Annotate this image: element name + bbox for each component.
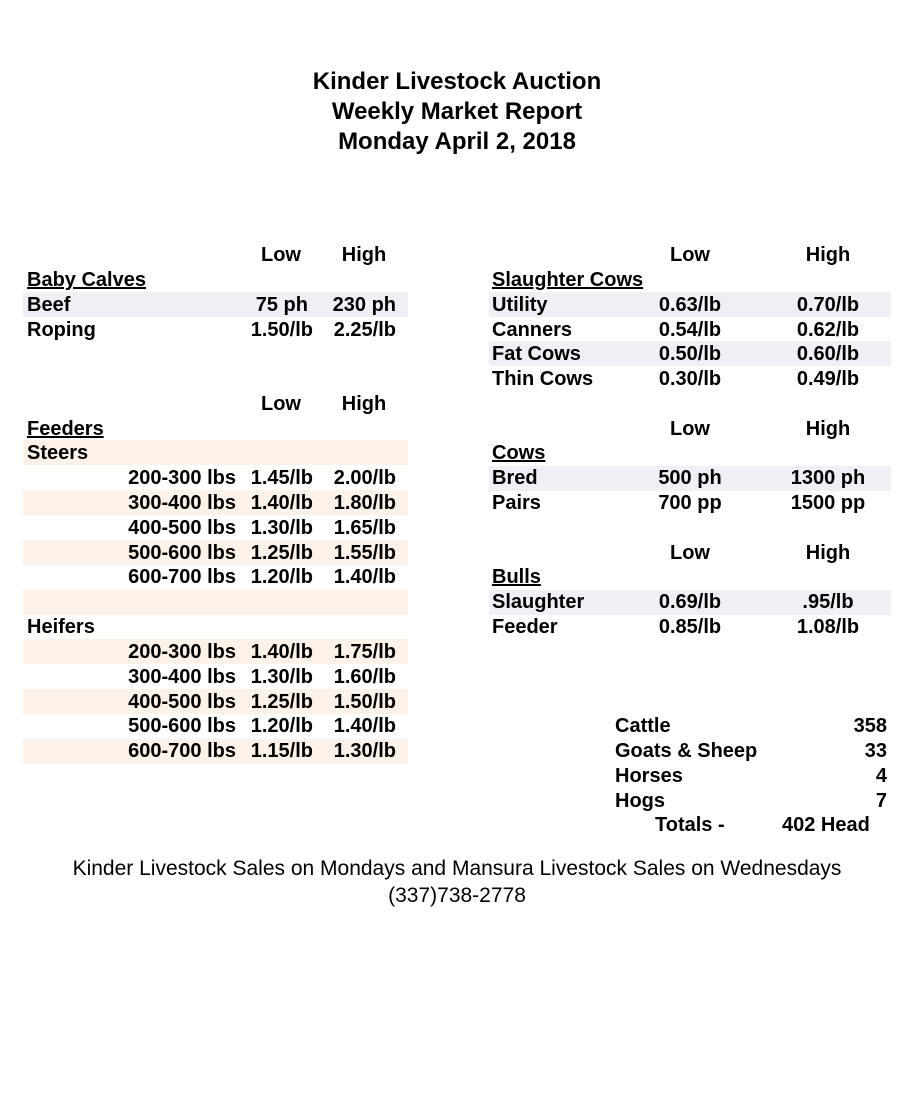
footer-sales-days: Kinder Livestock Sales on Mondays and Mansura Livestock Sales on Wednesdays [72,857,842,880]
low-value: 0.50/lb [658,343,722,365]
high-value: 1.40/lb [333,566,396,588]
low-value: 1.15/lb [250,740,313,762]
high-value: 1.75/lb [333,641,396,663]
row-label: Roping [27,319,96,341]
row-label: Bred [492,467,538,489]
high-value: 1.60/lb [333,666,396,688]
high-value: 1.65/lb [333,517,396,539]
weight-class: 200-300 lbs [128,641,236,663]
section-title: Cows [492,442,546,464]
high-value: 0.49/lb [796,368,860,390]
low-value: 1.20/lb [250,566,313,588]
weight-class: 500-600 lbs [128,715,236,737]
high-header: High [805,542,851,564]
high-value: 1300 ph [790,467,866,489]
row-label: Fat Cows [492,343,581,365]
receipt-value: 33 [864,740,887,762]
low-value: 1.25/lb [250,542,313,564]
high-value: 1.80/lb [333,492,396,514]
footer-phone: (337)738-2778 [388,884,526,907]
high-value: 1500 pp [790,492,866,514]
row-label: Feeder [492,616,558,638]
weight-class: 300-400 lbs [128,666,236,688]
weight-class: 400-500 lbs [128,691,236,713]
low-header: Low [670,542,710,564]
receipt-value: 7 [875,790,887,812]
low-value: 700 pp [658,492,722,514]
low-header: Low [261,244,301,266]
low-value: 1.40/lb [250,641,313,663]
weight-class: 200-300 lbs [128,467,236,489]
high-header: High [341,393,387,415]
low-value: 75 ph [255,294,308,316]
receipt-label: Goats & Sheep [615,740,758,762]
high-value: 230 ph [332,294,396,316]
low-value: 1.20/lb [250,715,313,737]
low-value: 1.25/lb [250,691,313,713]
weight-class: 600-700 lbs [128,566,236,588]
low-value: 1.30/lb [250,517,313,539]
row-label: Beef [27,294,71,316]
low-header: Low [670,244,710,266]
section-title: Bulls [492,566,541,588]
low-value: 0.69/lb [658,591,722,613]
receipt-value: 358 [853,715,887,737]
receipt-value: 4 [875,765,887,787]
weight-class: 300-400 lbs [128,492,236,514]
low-header: Low [670,418,710,440]
high-value: 1.55/lb [333,542,396,564]
weight-class: 600-700 lbs [128,740,236,762]
receipt-label: Cattle [615,715,671,737]
row-label: Thin Cows [492,368,594,390]
section-title: Baby Calves [27,269,146,291]
low-value: 0.63/lb [658,294,722,316]
high-value: 0.70/lb [796,294,860,316]
low-header: Low [261,393,301,415]
section-title: Feeders [27,418,104,440]
high-value: 2.25/lb [333,319,396,341]
low-value: 0.54/lb [658,319,722,341]
totals-value: 402 Head [782,814,870,836]
weight-class: 400-500 lbs [128,517,236,539]
high-header: High [341,244,387,266]
receipt-label: Hogs [615,790,665,812]
heifers-label: Heifers [27,616,95,638]
high-value: .95/lb [802,591,854,613]
row-label: Slaughter [492,591,585,613]
low-value: 1.30/lb [250,666,313,688]
totals-label: Totals - [655,814,725,836]
row-label: Utility [492,294,548,316]
high-value: 1.50/lb [333,691,396,713]
weight-class: 500-600 lbs [128,542,236,564]
low-value: 500 ph [658,467,722,489]
row-label: Pairs [492,492,541,514]
low-value: 1.40/lb [250,492,313,514]
low-value: 0.85/lb [658,616,722,638]
receipt-label: Horses [615,765,683,787]
row-band [23,590,408,615]
high-header: High [805,244,851,266]
report-title: Kinder Livestock Auction [312,68,602,95]
low-value: 1.50/lb [250,319,313,341]
high-value: 1.30/lb [333,740,396,762]
high-value: 1.40/lb [333,715,396,737]
high-value: 2.00/lb [333,467,396,489]
report-date: Monday April 2, 2018 [338,128,576,155]
low-value: 0.30/lb [658,368,722,390]
report-subtitle: Weekly Market Report [331,98,583,125]
high-value: 0.62/lb [796,319,860,341]
section-title: Slaughter Cows [492,269,644,291]
row-label: Canners [492,319,573,341]
high-value: 0.60/lb [796,343,860,365]
high-header: High [805,418,851,440]
high-value: 1.08/lb [796,616,860,638]
low-value: 1.45/lb [250,467,313,489]
steers-label: Steers [27,442,89,464]
